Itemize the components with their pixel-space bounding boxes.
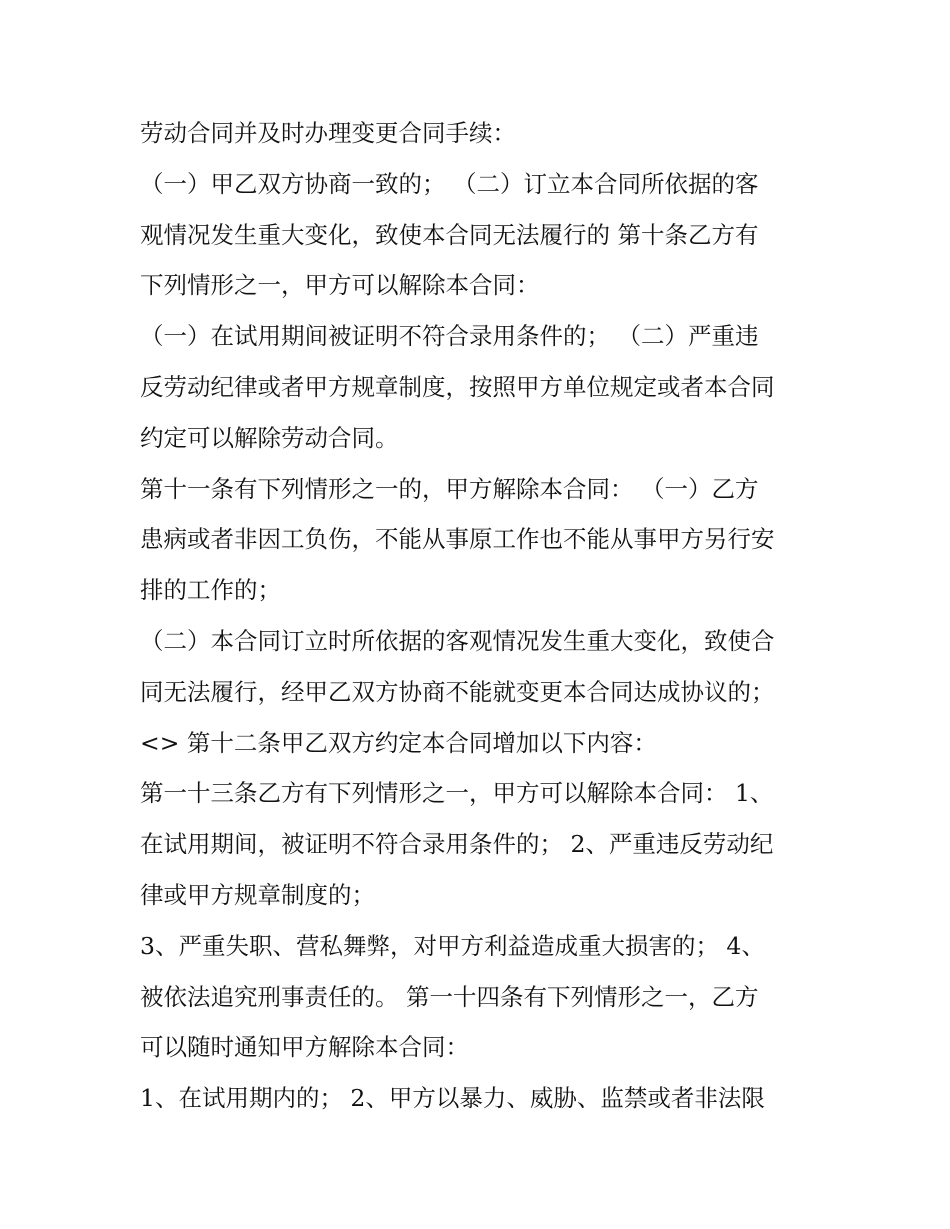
text-line: 同无法履行，经甲乙双方协商不能就变更本合同达成协议的； [140,677,775,706]
text-line: 3、严重失职、营私舞弊，对甲方利益造成重大损害的； 4、 [140,931,765,960]
text-line: 观情况发生重大变化，致使本合同无法履行的 第十条乙方有 [140,220,759,249]
text-line: 下列情形之一，甲方可以解除本合同： [140,271,540,300]
text-line: （二）本合同订立时所依据的客观情况发生重大变化，致使合 [140,626,775,655]
text-line: （一）在试用期间被证明不符合录用条件的； （二）严重违 [140,322,759,351]
text-line: <> 第十二条甲乙双方约定本合同增加以下内容： [140,728,657,757]
text-line: （一）甲乙双方协商一致的； （二）订立本合同所依据的客 [140,169,759,198]
text-line: 约定可以解除劳动合同。 [140,423,399,452]
text-line: 患病或者非因工负伤，不能从事原工作也不能从事甲方另行安 [140,525,775,554]
text-line: 反劳动纪律或者甲方规章制度，按照甲方单位规定或者本合同 [140,372,775,401]
text-line: 1、在试用期内的； 2、甲方以暴力、威胁、监禁或者非法限 [140,1084,765,1113]
text-line: 第十一条有下列情形之一的，甲方解除本合同： （一）乙方 [140,474,759,503]
text-line: 律或甲方规章制度的； [140,880,375,909]
text-line: 在试用期间，被证明不符合录用条件的； 2、严重违反劳动纪 [140,830,774,859]
text-line: 被依法追究刑事责任的。 第一十四条有下列情形之一，乙方 [140,982,759,1011]
contract-text [140,108,830,1124]
text-line: 第一十三条乙方有下列情形之一，甲方可以解除本合同： 1、 [140,779,774,808]
text-line: 可以随时通知甲方解除本合同： [140,1033,469,1062]
text-line: 排的工作的； [140,576,281,605]
text-line: 劳动合同并及时办理变更合同手续： [140,119,516,147]
